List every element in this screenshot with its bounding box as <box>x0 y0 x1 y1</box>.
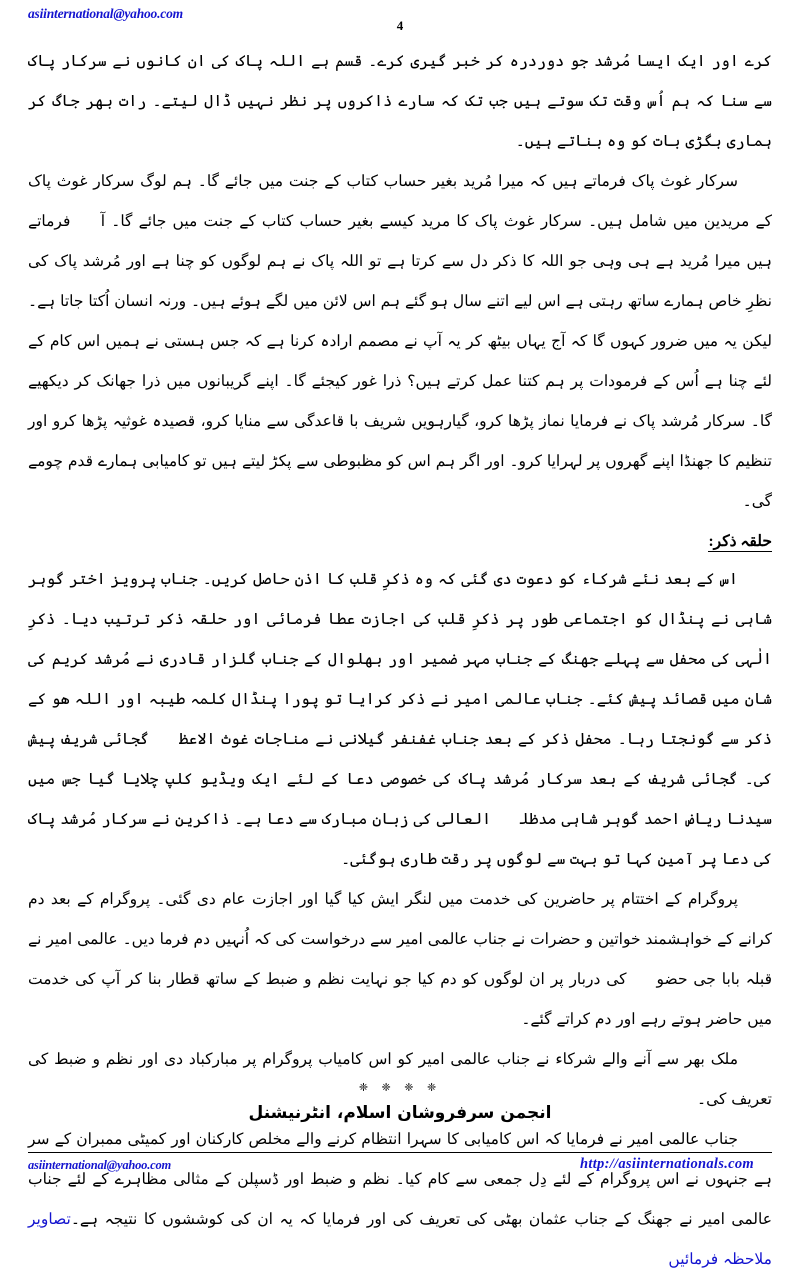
photo-reference-note: تصاویر ملاحظہ فرمائیں <box>28 1211 772 1268</box>
section-heading <box>28 524 772 560</box>
footer-divider-rule <box>28 1152 772 1153</box>
body-paragraph-final <box>28 1120 772 1280</box>
section-heading-label: حلقہ ذکر: <box>708 533 772 550</box>
organization-signature: انجمن سرفروشان اسلام، انٹرنیشنل <box>248 1103 552 1123</box>
body-paragraph: اس کے بعد نئے شرکاء کو دعوت دی گئی کہ وہ ذکرِ قلب کا اذن حاصل کریں۔ جناب پرویز اختر گوہر شاہی نے پنڈال کو اجتماعی طور پر ذکرِ قلب کی اجازت عطا فرمائی اور حلقہ ذکر ترتیب دیا۔ ذکرِ الٰہی کی محفل سے پہلے جھنگ کے جناب مہر ضمیر اور بھلوال کے جناب گلزار قادری نے مُرشد کریم کی شان میں قصائد پیش کئے۔ جناب عالمی امیر نے ذکر کرایا تو پورا پنڈال کلمہ طیبہ اور اللہ ھو کے ذکر سے گونجتا رہا۔ محفل ذکر کے بعد جناب غفنفر گیلانی نے مناجات غوث الاعظمؓ گجائی شریف پیش کی۔ گجائی شریف کے بعد سرکار مُرشد پاک کی خصوصی دعا کے لئے ایک ویڈیو کلپ چلایا گیا جس میں سیدنا ریاض احمد گوہر شاہی مدظلہٗ العالی کی زبان مبارک سے دعا ہے۔ ذاکرین نے سرکار مُرشد پاک کی دعا پر آمین کہا تو بہت سے لوگوں پر رقت طاری ہوگئی۔ <box>28 571 772 868</box>
running-header <box>0 4 800 38</box>
ornament-divider-icon: ❈ ❈ ❈ ❈ <box>358 1081 442 1094</box>
body-paragraph: ملک بھر سے آنے والے شرکاء نے جناب عالمی امیر کو اس کامیاب پروگرام پر مبارکباد دی اور نظم و ضبط کی تعریف کی۔ <box>28 1051 772 1108</box>
page-number: 4 <box>396 18 404 33</box>
footer-website-url[interactable]: http://asiinternationals.com <box>580 1156 754 1172</box>
running-footer <box>28 1152 772 1192</box>
body-paragraph: سرکار غوث پاک فرماتے ہیں کہ میرا مُرید بغیر حساب کتاب کے جنت میں جائے گا۔ ہم لوگ سرکار غوث پاک کے مریدین میں شامل ہیں۔ سرکار غوث پاک کا مرید کیسے بغیر حساب کتاب کے جنت میں جائے گا۔ آپؐ فرماتے ہیں میرا مُرید ہے ہی وہی جو اللہ کا ذکر دل سے کرتا ہے تو اللہ پاک نے ہم لوگوں کو چنا ہے اور مُرشد پاک کی نظرِ خاص ہمارے ساتھ رہتی ہے اس لیے اتنے سال ہو گئے ہم اس لائن میں لگے ہوئے ہیں۔ ورنہ انسان اُکتا جاتا ہے۔ لیکن یہ میں ضرور کہوں گا کہ آج یہاں بیٹھ کر یہ آپ نے مصمم ارادہ کرنا ہے کہ جس ہستی نے ہمیں اس کام کے لئے چنا ہے اُس کے فرمودات پر ہم کتنا عمل کرتے ہیں؟ ذرا غور کیجئے گا۔ اپنے گریبانوں میں ذرا جھانک کر دیکھیے گا۔ سرکار مُرشد پاک نے فرمایا نماز پڑھا کرو، گیارہویں شریف با قاعدگی سے منایا کرو، قصیدہ غوثیہ پڑھا کرو اور تنظیم کا جھنڈا اپنے گھروں پر لہرایا کرو۔ اور اگر ہم اس کو مظبوطی سے پکڑ لیتے ہیں تو کامیابی ہمارے قدم چومے گی۔ <box>28 173 772 510</box>
body-paragraph: کرے اور ایک ایسا مُرشد جو دوردرہ کر خبر گیری کرے۔ قسم ہے اللہ پاک کی ان کانوں نے سرکار پاک سے سنا کہ ہم اُس وقت تک سوتے ہیں جب تک کہ سارے ذاکروں پر نظر نہیں ڈال لیتے۔ رات بھر جاگ کر ہماری بگڑی بات کو وہ بناتے ہیں۔ <box>28 53 772 150</box>
footer-email-address[interactable]: asiinternational@yahoo.com <box>28 1158 172 1172</box>
body-paragraph: پروگرام کے اختتام پر حاضرین کی خدمت میں لنگر ایش کیا گیا اور اجازت عام دی گئی۔ پروگرام کے بعد دم کرانے کے خواہشمند خواتین و حضرات نے جناب عالمی امیر سے درخواست کی کہ اُنہیں دم فرما دیں۔ عالمی امیر نے قبلہ بابا جی حضورؒ کی دربار پر ان لوگوں کو دم کیا جو نہایت نظم و ضبط کے ساتھ قطار بنا کر آپ کی خدمت میں حاضر ہوتے رہے اور دم کراتے گئے۔ <box>28 891 772 1028</box>
header-email-address: asiinternational@yahoo.com <box>28 6 183 21</box>
final-paragraph-text: جناب عالمی امیر نے فرمایا کہ اس کامیابی کا سہرا انتظام کرنے والے مخلص کارکنان اور کمیٹی ممبران کے سر ہے جنہوں نے اس پروگرام کے لئے دِل جمعی سے کام کیا۔ نظم و ضبط اور ڈسپلن کے مثالی مظاہرے کے لئے جناب عالمی امیر نے جھنگ کے جناب عثمان بھٹی کی تعریف کی اور فرمایا کہ یہ ان کی کوششوں کا نتیجہ ہے۔ <box>28 1131 772 1228</box>
